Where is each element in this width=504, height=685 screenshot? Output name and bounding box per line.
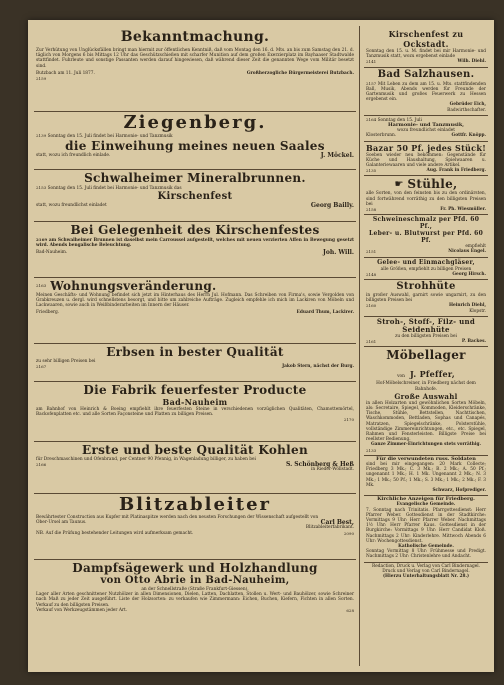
ad-signature: Wilh. Diehl. (457, 59, 486, 65)
ad-number: 2167 (36, 364, 47, 370)
ad-signature-title: Badwirthschafter. (447, 107, 486, 113)
ad-number: 2169 (36, 237, 48, 242)
ad-dampfsaegewerk (34, 560, 356, 615)
ad-number: 2160 (366, 303, 377, 309)
ad-number: 2135 (366, 168, 377, 174)
ad-erbsen (34, 344, 356, 382)
ad-place: Klosterbrunn. (366, 133, 397, 139)
ad-title: Bekanntmachung. (120, 29, 270, 45)
ad-body: Bewährtester Construction aus Kupfer mit Platinaspitze werden nach den neusten Forschungen der Wissenschaft aufgestellt von (36, 515, 319, 520)
ad-place: Ober-Ursel am Taunus. (36, 520, 87, 526)
ad-subline: an der Schnellstraße (Straße Frankfurt-Giessen), (141, 587, 249, 592)
ad-number: 2166 (36, 462, 47, 468)
ad-number: 2163 (36, 283, 47, 289)
ad-number: 2153 (36, 185, 47, 190)
ad-ziegenberg (34, 112, 356, 170)
ad-subtitle: J. Pfeffer, (409, 369, 455, 380)
ad-title: Stühle, (407, 177, 458, 192)
ad-body: für Dreschmaschinen und Ofenbrand, per Centner 90 Pfennig, in Wagenladung billiger, zu haben bei (36, 457, 256, 462)
ad-body: 7. Sonntag nach Trinitatis. Pfarrgottesdienst: Herr Pfarrer Weber. Gottesdienst in der Stadtkirche: Vormittags 9 Uhr: Herr Pfarrer Weber. Nachmittags 1½ Uhr: Herr Pfarrer Kaus. Gottesdienst in der Burgkirche: Vormittags 9 Uhr: Herr Candidat Kloß. Nachmittags 2 Uhr: Kinderlehre. Mittwoch Abends 6 Uhr: Wochengottesdienst. (366, 507, 486, 544)
ad-title: Schweineschmalz per Pfd. 60 Pf., (372, 216, 480, 231)
ad-body: in großer Auswahl, garnirt sowie ungarnirt, zu den billigsten Preisen bei (366, 293, 486, 304)
ad-signature: Nicolaus Engel. (448, 249, 486, 255)
ad-signature: Eduard Thum, Lackirer. (296, 309, 354, 315)
ad-line2: Hof-Möbelschreiner, in Friedberg nächst dem Bahnhofe. (376, 381, 476, 392)
ad-subheading: Große Auswahl (394, 391, 458, 401)
ad-body: Soeben wieder neu bekommen: Gegenstände für Küche und Haushaltung, Spielwaaren u. Galanteriewaaren und viele andere Artikel. (366, 152, 486, 169)
ad-note: NB. Auf die Prüfung bestehender Leitungen wird aufmerksam gemacht. (36, 530, 194, 536)
newspaper-page (28, 20, 494, 672)
ad-title: Für die verwundeten russ. Soldaten (376, 455, 476, 462)
ad-subheading: Evangelische Gemeinde. (396, 502, 456, 508)
ad-subtitle: die Einweihung meines neuen Saales (65, 139, 325, 154)
ad-line: zu sehr billigen Preisen bei (36, 359, 96, 364)
ad-subheading2: Katholische Gemeinde. (398, 543, 454, 549)
right-column (364, 28, 488, 664)
footer-line: (Hierzu Unterhaltungsblatt Nr. 28.) (382, 574, 470, 579)
ad-body: sind bei mir eingegangen: 20 Mark Collecte; Friedberg 3 Mk.; C. 3 Mk.; B. 2 Mk.; A. 50 Pf.; ungenannt 1 Mk.; H. 1 Mk. Ungenannt 2 Mk.; N. 3 Mk.; 1 Mk.; 50 Pf.; 1 Mk.; S. 3 Mk.; 1 Mk.; 2 Mk.; F. 3 Mk. (366, 461, 486, 488)
ad-kirschenfest (34, 222, 356, 278)
ad-signature: Georg Bailly. (310, 202, 354, 210)
ad-note: Verkauf von Werkzeugstämmen jeder Art. (36, 607, 128, 613)
ad-date: Butzbach am 11. Juli 1877. (36, 70, 95, 76)
ad-wohnung (34, 278, 356, 344)
ad-place: Bad-Nauheim. (36, 250, 68, 256)
ad-bekanntmachung (34, 28, 356, 112)
left-column (34, 28, 356, 664)
ad-body: zu den billigsten Preisen bei (395, 333, 457, 339)
ad-title: Bei Gelegenheit des Kirschenfestes (70, 223, 320, 237)
ad-title: Erbsen in bester Qualität (106, 345, 284, 359)
ad-kohlen (34, 442, 356, 494)
ad-footer: wozu freundlichst einladet (397, 128, 455, 134)
ad-place: Friedberg. (36, 309, 60, 315)
ad-soldaten (364, 456, 488, 496)
footer-line: Redaction, Druck u. Verlag von Carl Bindernagel. (372, 563, 480, 569)
ad-geleeglaeser (364, 258, 488, 280)
ad-body: alle Sorten, von den feinsten bis zu den ordinärsten, sind fortwährend vorräthig zu den billigsten Preisen bei (366, 191, 486, 207)
pointing-hand-icon: ☛ (394, 178, 404, 190)
ad-signature: Fr. Ph. Wiesmüller. (440, 207, 486, 213)
ad-title: Kirchliche Anzeigen für Friedberg. (377, 496, 475, 503)
ad-signature: S. Schönberg & Heß (285, 461, 354, 469)
ad-schweineschmalz (364, 215, 488, 257)
ad-signature: Joh. Will. (323, 249, 354, 257)
ad-title: Ziegenberg. (123, 112, 267, 133)
ad-signature-title: Klopstr. (469, 308, 486, 314)
ad-title: Schwalheimer Mineralbrunnen. (84, 171, 306, 185)
ad-body: Sonntag den 15. u. M. findet bei mir Harmonie- und Tanzmusik statt, wozu ergebenst einlade (366, 49, 486, 60)
ad-subtitle: Leber- u. Blutwurst per Pfd. 60 Pf. (368, 230, 484, 245)
ad-strohhuete (364, 280, 488, 317)
ad-number: 2139 (36, 133, 47, 138)
ad-title: Kirschenfest zu Ockstadt. (388, 29, 464, 49)
ad-stuehle (364, 176, 488, 215)
ad-blitzableiter (34, 494, 356, 560)
ad-number: 2158 (366, 207, 377, 213)
ad-signature: Jakob Stern, nächst der Burg. (282, 364, 354, 370)
ad-number: 2157 (366, 80, 377, 86)
ad-seidenhuete (364, 317, 488, 347)
ad-subtitle: Bad-Nauheim (162, 397, 228, 407)
ad-title: Harmonie- und Tanzmusik, (387, 122, 465, 129)
ad-subtitle: von Otto Abrie in Bad-Nauheim, (100, 575, 290, 586)
ad-signature-title: Blitzableiterfabrikant. (305, 525, 354, 531)
ad-fabrik (34, 382, 356, 442)
ad-body: am Schwalheimer Brunnen ist daselbst mein Carroussel aufgestellt, welches mit neuen verzierten Affen in Bewegung gesetzt wird. Abends bengalische Beleuchtung. (36, 238, 355, 249)
ad-title: Stroh-, Stoff-, Filz- und Seidenhüte (376, 316, 476, 334)
ad-ockstadt (364, 28, 488, 68)
ad-signature: Georg Hirsch. (452, 271, 486, 277)
ad-body: alle Größen, empfiehlt zu billigen Preisen (380, 266, 472, 272)
ad-title: Die Fabrik feuerfester Producte (83, 383, 307, 397)
ad-body: Zur Verhütung von Unglücksfällen bringt man hiermit zur öffentlichen Kenntniß, daß vom Montag den 16. d. Mts. an bis zum Samstag den 21. d. täglich von Morgens 6 bis Mittags 12 Uhr das Geschützschießen mit scharfer Munition auf dem großen Exerzierplatz im Bayhaaser Stadtwalde stattfindet. Fuhrleute und sonstige Passanten werden darauf hingewiesen, daß während dieser Zeit die genannten Wege vom Militär besetzt sind. (36, 48, 354, 69)
ad-signature: Großherzogliche Bürgermeisterei Butzbach. (246, 70, 354, 76)
ad-salzhausen (364, 68, 488, 116)
ad-line: Sonntag den 15. Juli (377, 117, 422, 123)
ad-signature: Carl Best, (320, 519, 354, 527)
ad-footer: statt, wozu freundlichst einladet (36, 203, 107, 209)
ad-title: Möbellager (386, 348, 466, 363)
ad-signature: Heinrich Diehl, (448, 303, 486, 309)
ad-title: Strohhüte (396, 281, 456, 293)
ad-signature: Aug. Frank in Friedberg. (426, 168, 486, 174)
ad-line: Sonntag den 15. Juli findet bei Harmonie- und Tanzmusik das (47, 186, 182, 191)
ad-number: 2148 (366, 271, 377, 277)
ad-number: 2170 (343, 417, 354, 423)
ad-subheading2: Ganze Zimmer-Einrichtungen stets vorräthig. (370, 442, 482, 448)
ad-line: von (397, 374, 405, 380)
ad-number: 2133 (366, 447, 377, 453)
ad-moebellager (364, 347, 488, 455)
ad-title: Gelee- und Einmachgläser, (377, 258, 475, 266)
ad-number: 2141 (366, 59, 377, 65)
ad-line: Sonntag den 15. Juli findet bei Harmonie- und Tanzmusik (47, 134, 173, 139)
ad-number: 2159 (36, 76, 47, 82)
ad-klosterbrunn (364, 116, 488, 142)
ad-title: Blitzableiter (118, 494, 272, 515)
ad-body: Meinen Geschäfts- und Wohnung befindet sich jetzt im Hinterhaus des Herrn Jul. Hofmann. Das Schreiben von Firma's, sowie Vergolden von Grabkreuzen u. dergl. wird schnellstens besorgt, und bitte um zahlreiche Aufträge. Zugleich empfehle ich mich im Lackiren von Möbeln und Lackwaaren, sowie auch in Weißbinderarbeiten im Innern der Häuser. (36, 293, 354, 309)
ad-body: am Bahnhof von Heinrich & Boeing empfiehlt ihre feuerfesten Steine in verschiedenen vorzüglichen Qualitäten, Chamottemörtel, Backofenplatten etc. und alle Sorten Façonsteine und Platten zu billigen Preisen. (36, 407, 354, 418)
ad-number: 2164 (366, 116, 377, 122)
ad-place: in Rieder-Wöllstadt. (310, 467, 354, 473)
ad-number: 2090 (343, 530, 354, 536)
ad-schwalheim (34, 170, 356, 222)
ad-event: Kirschenfest (157, 191, 233, 203)
ad-body: Lager aller Arten geschnittener Nutzhölzer in allen Dimensionen, Dielen, Latten, Dachlatten, Stollen u. Wert- und Bauhölzer, sowie Schreiner nach Maß zu jeder Zeit ausgeführt. Liste der Holzsorten: zu verkaufen wie Zimmermann: Eichen, Buchen, Kiefern, Fichten in allen Sorten. Verkauf zu den billigsten Preisen. (36, 592, 354, 608)
ad-signature: Gebrüder Eich, (449, 102, 486, 108)
ad-number: 628 (346, 607, 354, 613)
ad-signature: Gottfr. Knöpp. (451, 133, 486, 139)
ad-kirchliche-anzeigen (364, 496, 488, 562)
ad-body: empfiehlt (465, 244, 486, 250)
ad-title: Wohnungsveränderung. (50, 279, 217, 293)
ad-signature: P. Backes. (461, 339, 486, 345)
ad-body: in allen Holzarten und gewöhnlichen Sorten Möbeln, als: Secretaire, Spiegel, Kommoden, Kleiderschränke, Tische, Stühle, Bettstellen, Nachttischen, Waschkommoden, Bettladen, Sophas und Canapés, Matratzen, Spiegelschränke, Polsterstühle, vollständige Zimmereinrichtungen, etc., etc. Spiegel, Rahmen und Fensterleisten. Billigste Preise bei reellster Bedienung. (366, 400, 486, 443)
ad-bazar (364, 142, 488, 177)
footer-line: Druck und Verlag von Carl Bindernagel. (382, 568, 470, 574)
ad-signature: Schwarz, Hofprediger. (432, 487, 486, 493)
ad-signature: J. Möckel. (320, 152, 354, 160)
ad-number: 2161 (366, 339, 377, 345)
ad-title: Bazar 50 Pf. jedes Stück! (366, 142, 487, 153)
ad-body: Mit Leben zu dem am 15. u. Mts. stattfindenden Ball, Musik, Abends werden für Freunde der Gartenmusik und großes Feuerwerk zu Hessen ergebenst ein. (366, 81, 486, 103)
column-divider (359, 26, 360, 666)
ad-body2: Sonntag Vormittag 8 Uhr: Frühmesse und Predigt. Nachmittags 2 Uhr: Christenlehre und Andacht. (366, 549, 486, 560)
ad-title: Bad Salzhausen. (377, 68, 475, 80)
page-footer (364, 563, 488, 581)
ad-footer: statt, wozu ich freundlich einlade. (36, 153, 111, 159)
ad-number: 2151 (366, 249, 377, 255)
ad-title: Dampfsägewerk und Holzhandlung (72, 561, 318, 575)
ad-title: Erste und beste Qualität Kohlen (82, 443, 308, 457)
